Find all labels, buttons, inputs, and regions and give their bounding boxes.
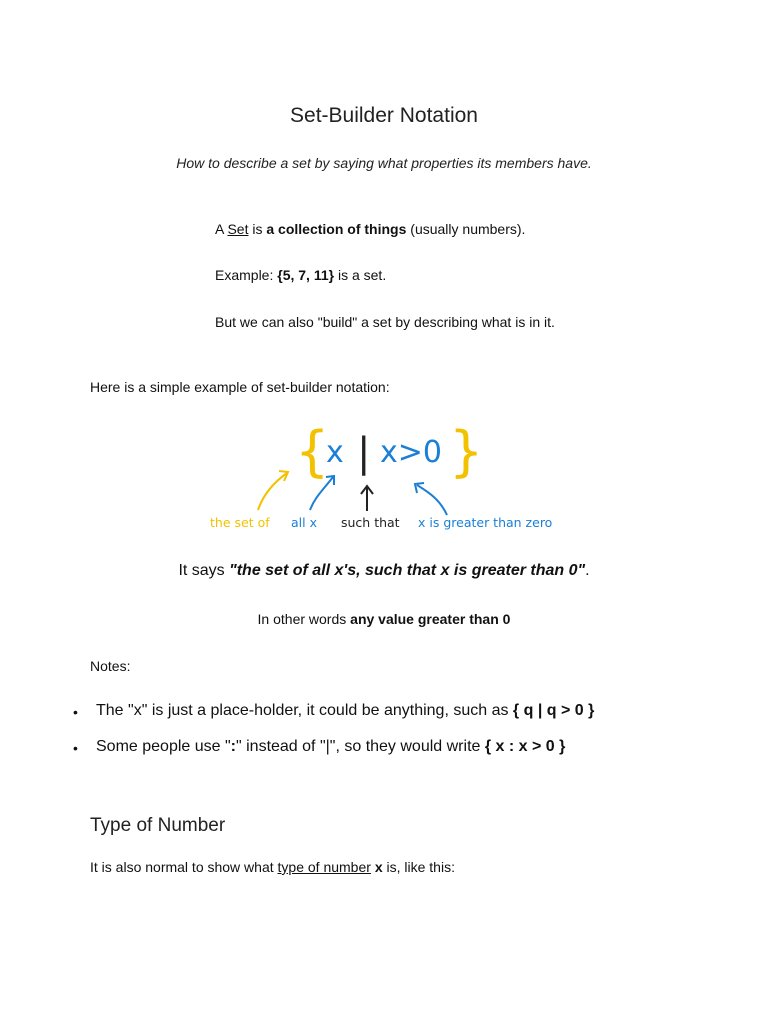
example-intro: Here is a simple example of set-builder notation: (90, 379, 390, 395)
set-builder-diagram (195, 415, 575, 540)
diagram-condition: x>0 (380, 435, 442, 470)
notes-label: Notes: (90, 658, 131, 674)
note-2: Some people use ":" instead of "|", so they would write { x : x > 0 } (96, 738, 566, 755)
intro-line-example: Example: {5, 7, 11} is a set. (215, 267, 387, 283)
type-of-number-heading: Type of Number (90, 815, 226, 836)
diagram-bar: | (357, 430, 371, 476)
other-words-line: In other words any value greater than 0 (257, 611, 511, 627)
bullet-2: • (73, 740, 78, 756)
bullet-1: • (73, 704, 78, 720)
diagram-var: x (326, 435, 344, 470)
says-line: It says "the set of all x's, such that x is greater than 0". (178, 562, 590, 579)
label-such-that: such that (341, 515, 400, 530)
label-set-of: the set of (210, 515, 270, 530)
intro-line-set: A Set is a collection of things (usually numbers). (215, 221, 526, 237)
note-1: The "x" is just a place-holder, it could be anything, such as { q | q > 0 } (96, 702, 595, 719)
label-condition: x is greater than zero (418, 515, 553, 530)
arrow-set-of (258, 473, 287, 510)
page-title: Set-Builder Notation (290, 104, 478, 127)
intro-line-build: But we can also "build" a set by describing what is in it. (215, 314, 555, 330)
type-of-number-link[interactable]: type of number (277, 859, 371, 875)
arrow-condition (417, 485, 447, 515)
type-line: It is also normal to show what type of number x is, like this: (90, 859, 455, 875)
label-all-x: all x (291, 515, 317, 530)
page-subtitle: How to describe a set by saying what properties its members have. (176, 155, 592, 171)
open-brace: { (295, 420, 330, 483)
close-brace: } (449, 420, 484, 483)
set-link[interactable]: Set (227, 221, 249, 237)
